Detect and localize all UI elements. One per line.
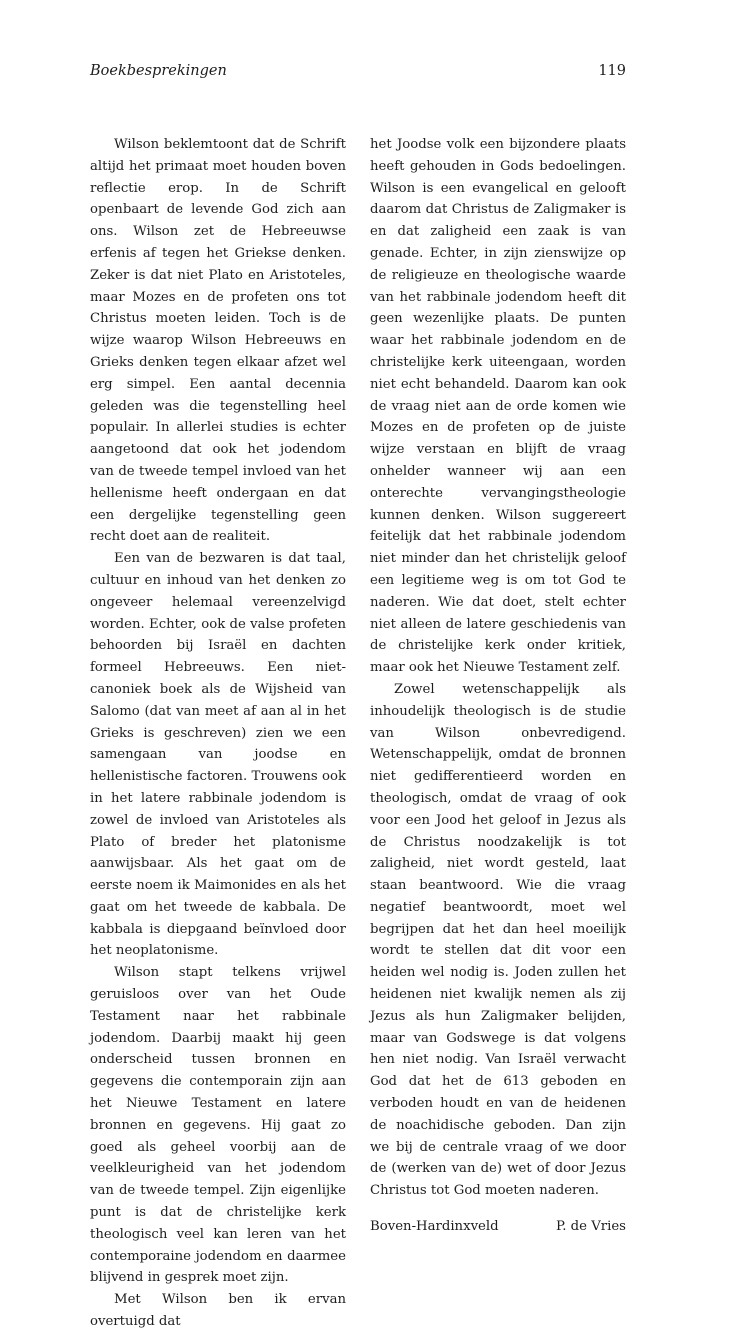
review-signature bbox=[370, 1216, 626, 1238]
section-title: Boekbesprekingen bbox=[90, 63, 227, 79]
left-column bbox=[90, 134, 346, 1333]
paragraph: het Joodse volk een bijzondere plaats heeft gehouden in Gods bedoelingen. Wilson is een evangelical en gelooft daarom dat Christus de Zaligmaker is en dat zaligheid een zaak is van genade. Echter, in zijn zienswijze op de religieuze en theologische waarde van het rabbinale jodendom heeft dit geen wezenlijke plaats. De punten waar het rabbinale jodendom en de christelijke kerk uiteengaan, worden niet echt behandeld. Daarom kan ook de vraag niet aan de orde komen wie Mozes en de profeten op de juiste wijze verstaan en blijft de vraag onhelder wanneer wij aan een onterechte vervangingstheologie kunnen denken. Wilson suggereert feitelijk dat het rabbinale jodendom niet minder dan het christelijk geloof een legitieme weg is om tot God te naderen. Wie dat doet, stelt echter niet alleen de latere geschiedenis van de christelijke kerk onder kritiek, maar ook het Nieuwe Testament zelf. bbox=[370, 137, 626, 676]
paragraph: Met Wilson ben ik ervan overtuigd dat bbox=[90, 1292, 346, 1330]
page-number: 119 bbox=[598, 63, 626, 79]
paragraph: Een van de bezwaren is dat taal, cultuur en inhoud van het denken zo ongeveer helemaal vereenzelvigd worden. Echter, ook de valse profeten behoorden bij Israël en dachten formeel Hebreeuws. Een niet-canoniek boek als de Wijsheid van Salomo (dat van meet af aan al in het Grieks is geschreven) zien we een samengaan van joodse en hellenistische factoren. Trouwens ook in het latere rabbinale jodendom is zowel de invloed van Aristoteles als Plato of breder het platonisme aanwijsbaar. Als het gaat om de eerste noem ik Maimonides en als het gaat om het tweede de kabbala. De kabbala is diepgaand beïnvloed door het neoplatonisme. bbox=[90, 551, 346, 959]
running-header bbox=[90, 63, 626, 85]
signature-place: Boven-Hardinxveld bbox=[370, 1219, 499, 1235]
paragraph: Wilson stapt telkens vrijwel geruisloos over van het Oude Testament naar het rabbinale jodendom. Daarbij maakt hij geen onderscheid tussen bronnen en gegevens die contemporain zijn aan het Nieuwe Testament en latere bronnen en gegevens. Hij gaat zo goed als geheel voorbij aan de veelkleurigheid van het jodendom van de tweede tempel. Zijn eigenlijke punt is dat de christelijke kerk theologisch veel kan leren van het contemporaine jodendom en daarmee blijvend in gesprek moet zijn. bbox=[90, 965, 346, 1286]
right-column bbox=[370, 134, 626, 1238]
paragraph: Zowel wetenschappelijk als inhoudelijk theologisch is de studie van Wilson onbevredigend. Wetenschappelijk, omdat de bronnen niet gedifferentieerd worden en theologisch, omdat de vraag of ook voor een Jood het geloof in Jezus als de Christus noodzakelijk is tot zaligheid, niet wordt gesteld, laat staan beantwoord. Wie die vraag negatief beantwoordt, moet wel begrijpen dat het dan heel moeilijk wordt te stellen dat dit voor een heiden wel nodig is. Joden zullen het heidenen niet kwalijk nemen als zij Jezus als hun Zaligmaker belijden, maar van Godswege is dat volgens hen niet nodig. Van Israël verwacht God dat het de 613 geboden en verboden houdt en van de heidenen de noachidische geboden. Dan zijn we bij de centrale vraag of we door de (werken van de) wet of door Jezus Christus tot God moeten naderen. bbox=[370, 681, 626, 1199]
paragraph: Wilson beklemtoont dat de Schrift altijd het primaat moet houden boven reflectie erop. In de Schrift openbaart de levende God zich aan ons. Wilson zet de Hebreeuwse erfenis af tegen het Griekse denken. Zeker is dat niet Plato en Aristoteles, maar Mozes en de profeten ons tot Christus moeten leiden. Toch is de wijze waarop Wilson Hebreeuws en Grieks denken tegen elkaar afzet wel erg simpel. Een aantal decennia geleden was die tegenstelling heel populair. In allerlei studies is echter aangetoond dat ook het jodendom van de tweede tempel invloed van het hellenisme heeft ondergaan en dat een dergelijke tegenstelling geen recht doet aan de realiteit. bbox=[90, 137, 346, 545]
signature-author: P. de Vries bbox=[556, 1219, 626, 1235]
